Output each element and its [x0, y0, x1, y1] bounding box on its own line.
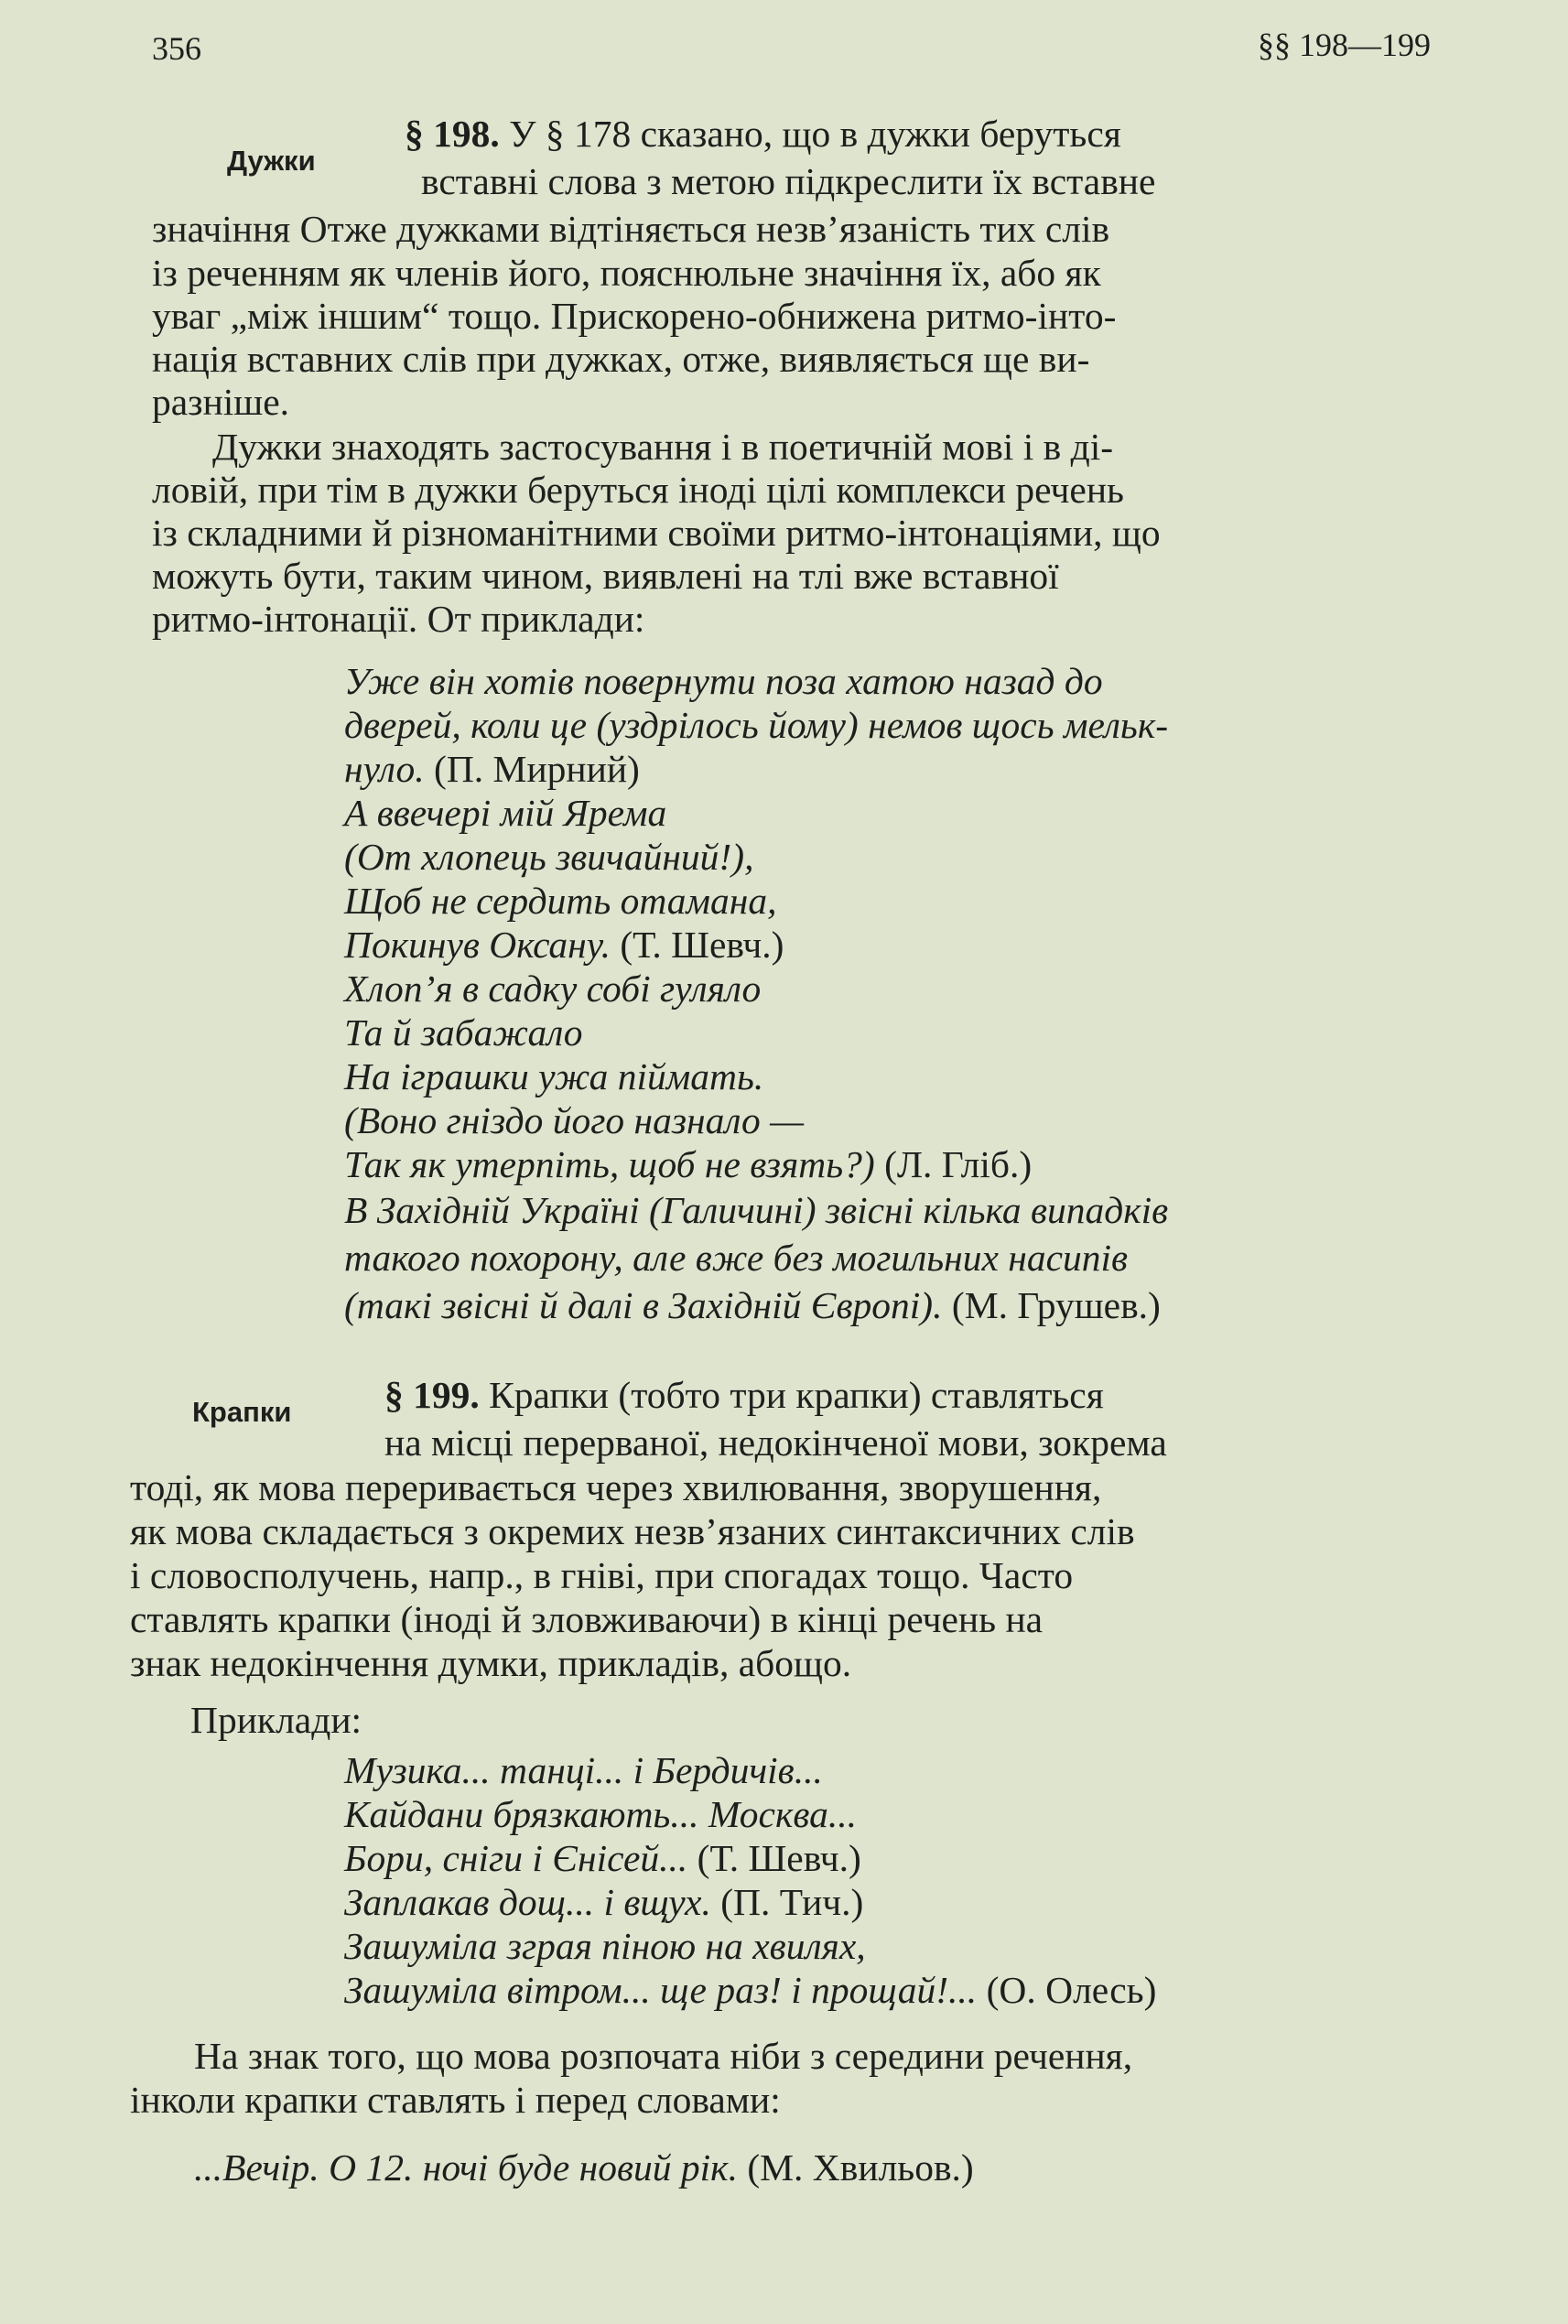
example-line: Щоб не сердить отамана, [344, 880, 777, 922]
text-line: ставлять крапки (іноді й зловживаючи) в кінці речень на [130, 1598, 1044, 1640]
text-line: нація вставних слів при дужках, отже, виявляється ще ви- [152, 338, 1090, 380]
example-line: Музика... танці... і Бердичів... [344, 1749, 823, 1791]
text-line: тоді, як мова переривається через хвилювання, зворушення, [130, 1466, 1102, 1508]
example-source: (М. Грушев.) [942, 1284, 1161, 1326]
text-line: і словосполучень, напр., в гніві, при спогадах тощо. Часто [130, 1554, 1074, 1596]
example-line: (Воно гніздо його назнало — [344, 1099, 805, 1141]
example-source: (Л. Гліб.) [874, 1143, 1033, 1185]
example-source: (П. Мирний) [424, 748, 640, 790]
text-line: Приклади: [190, 1699, 362, 1741]
text-line: вставні слова з метою підкреслити їх вставне [421, 160, 1156, 202]
side-heading-krapky: Крапки [192, 1396, 292, 1428]
page-number: 356 [152, 30, 201, 67]
text-line: інколи крапки ставлять і перед словами: [130, 2079, 781, 2121]
example-line: Та й забажало [344, 1011, 583, 1054]
example-line: дверей, коли це (уздрілось йому) немов щось мельк- [344, 704, 1169, 746]
example-line: Зашуміла вітром... ще раз! і прощай!... (О. Олесь) [344, 1969, 1157, 2011]
text-line: § 199. Крапки (тобто три крапки) ставляться [384, 1374, 1104, 1416]
example-source: (Т. Шевч.) [610, 924, 784, 966]
text-line: на місці перерваної, недокінченої мови, зокрема [384, 1421, 1167, 1464]
text-line: уваг „між іншим“ тощо. Прискорено-обнижена ритмо-інто- [152, 295, 1117, 337]
example-line: Зашуміла зграя піною на хвилях, [344, 1925, 866, 1967]
example-line: Покинув Оксану. (Т. Шевч.) [344, 924, 784, 966]
example-line: В Західній Україні (Галичині) звісні кілька випадків [344, 1189, 1169, 1231]
section-number: § 198. [405, 113, 500, 155]
example-source: (М. Хвильов.) [737, 2146, 974, 2189]
example-line: ...Вечір. О 12. ночі буде новий рік. (М. Хвильов.) [194, 2146, 974, 2189]
text-line: можуть бути, таким чином, виявлені на тлі вже вставної [152, 555, 1059, 597]
text-line: разніше. [152, 381, 290, 423]
example-line: Заплакав дощ... і вщух. (П. Тич.) [344, 1881, 864, 1923]
text-line: знак недокінчення думки, прикладів, абощо. [130, 1642, 852, 1684]
side-heading-dushky: Дужки [227, 145, 316, 177]
text-line: із складними й різноманітними своїми ритмо-інтонаціями, що [152, 512, 1161, 554]
example-line: (такі звісні й далі в Західній Європі). (М. Грушев.) [344, 1284, 1161, 1326]
text-line: із реченням як членів його, пояснюльне значіння їх, або як [152, 252, 1101, 294]
example-line: нуло. (П. Мирний) [344, 748, 640, 790]
section-number: § 199. [384, 1374, 480, 1416]
text-line: ритмо-інтонації. От приклади: [152, 598, 645, 640]
example-line: Уже він хотів повернути поза хатою назад до [344, 660, 1103, 702]
example-source: (Т. Шевч.) [687, 1837, 861, 1879]
example-line: На іграшки ужа піймать. [344, 1055, 764, 1097]
section-range: §§ 198—199 [1258, 27, 1431, 63]
example-source: (О. Олесь) [977, 1969, 1157, 2011]
example-line: (От хлопець звичайний!), [344, 836, 754, 878]
example-line: Кайдани брязкають... Москва... [344, 1793, 857, 1835]
text-line: § 198. У § 178 сказано, що в дужки беруться [405, 113, 1121, 155]
example-source: (П. Тич.) [710, 1881, 864, 1923]
example-line: Хлоп’я в садку собі гуляло [344, 967, 762, 1010]
example-line: Бори, сніги і Єнісей... (Т. Шевч.) [344, 1837, 861, 1879]
text-line: На знак того, що мова розпочата ніби з середини речення, [194, 2035, 1133, 2077]
example-line: такого похорону, але вже без могильних насипів [344, 1237, 1129, 1279]
text-line: Дужки знаходять застосування і в поетичній мові і в ді- [212, 426, 1114, 468]
text-line: ловій, при тім в дужки беруться іноді цілі комплекси речень [152, 469, 1124, 511]
text-line: значіння Отже дужками відтіняється незв’язаність тих слів [152, 208, 1110, 250]
example-line: А ввечері мій Ярема [344, 792, 667, 834]
example-line: Так як утерпіть, щоб не взять?) (Л. Гліб.) [344, 1143, 1033, 1185]
text-line: як мова складається з окремих незв’язаних синтаксичних слів [130, 1510, 1135, 1552]
